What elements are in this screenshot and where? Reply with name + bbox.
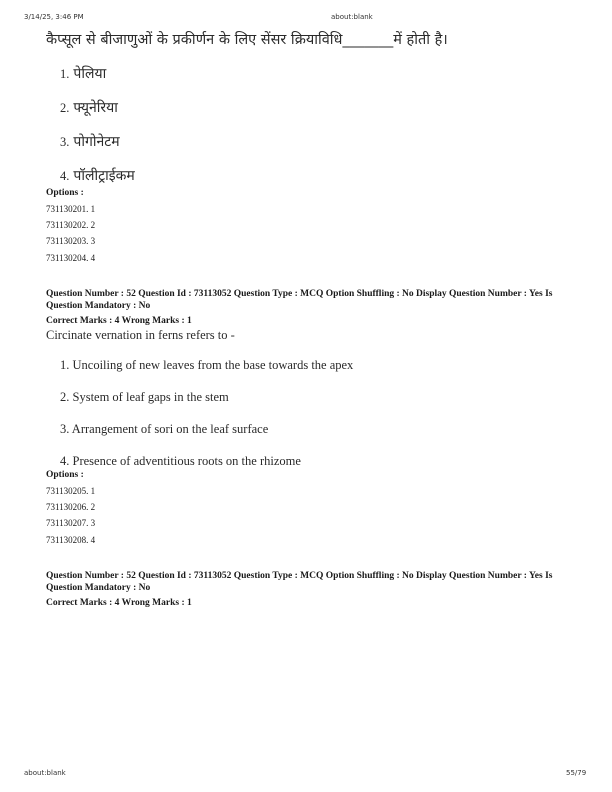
question-meta: Question Number : 52 Question Id : 73113052 Question Type : MCQ Option Shuffling : No Display Question Number : Yes Is Question Mandatory : No	[46, 289, 553, 311]
marks-meta: Correct Marks : 4 Wrong Marks : 1	[46, 316, 192, 326]
option-id: 731130202. 2	[46, 220, 96, 230]
option-id: 731130204. 4	[46, 253, 96, 263]
option-id: 731130205. 1	[46, 486, 96, 496]
option-text: पॉलीट्राईकम	[73, 168, 135, 184]
page-number: 55/79	[566, 769, 587, 777]
option-id: 731130201. 1	[46, 204, 96, 214]
question-meta: Question Number : 52 Question Id : 73113052 Question Type : MCQ Option Shuffling : No Display Question Number : Yes Is Question Mandatory : No	[46, 571, 553, 593]
option-1: 1. Uncoiling of new leaves from the base towards the apex	[60, 358, 354, 372]
option-id: 731130208. 4	[46, 535, 96, 545]
options-label: Options :	[46, 470, 84, 480]
option-text: फ्यूनेरिया	[73, 100, 118, 116]
option-text: पोगोनेटम	[73, 134, 120, 150]
option-3: 3. Arrangement of sori on the leaf surface	[60, 422, 269, 436]
question-text: Circinate vernation in ferns refers to -	[46, 328, 235, 342]
option-3	[60, 132, 120, 151]
footer-url: about:blank	[24, 769, 66, 777]
option-1	[60, 64, 106, 83]
option-4: 4. Presence of adventitious roots on the rhizome	[60, 454, 301, 468]
option-number: 2.	[60, 101, 70, 115]
print-datetime: 3/14/25, 3:46 PM	[24, 13, 84, 21]
option-2: 2. System of leaf gaps in the stem	[60, 390, 229, 404]
option-2	[60, 98, 118, 117]
option-text: पेलिया	[73, 66, 107, 82]
option-number: 4.	[60, 169, 70, 183]
option-id: 731130203. 3	[46, 236, 96, 246]
option-number: 3.	[60, 135, 70, 149]
marks-meta: Correct Marks : 4 Wrong Marks : 1	[46, 598, 192, 608]
option-4	[60, 166, 135, 185]
question-text-hindi: कैप्सूल से बीजाणुओं के प्रकीर्णन के लिए सेंसर क्रियाविधि_______में होती है।	[46, 32, 448, 48]
option-id: 731130207. 3	[46, 518, 96, 528]
options-label: Options :	[46, 188, 84, 198]
option-number: 1.	[60, 67, 70, 81]
option-id: 731130206. 2	[46, 502, 96, 512]
print-title: about:blank	[331, 13, 373, 21]
